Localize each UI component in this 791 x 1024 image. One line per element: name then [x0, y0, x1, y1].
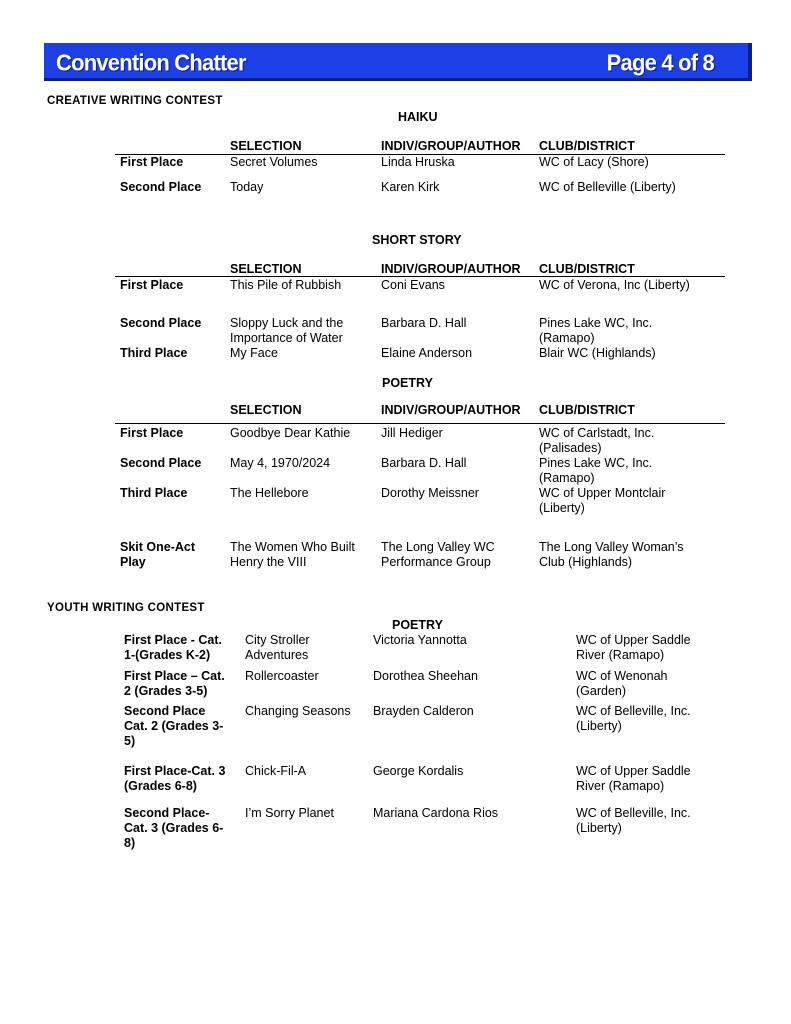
haiku-row-place: First Place [120, 155, 184, 169]
short-story-row-place: Third Place [120, 346, 188, 360]
poetry-row-place: First Place [120, 426, 184, 440]
youth-row-club: WC of Wenonah (Garden) [576, 669, 668, 698]
haiku-row-selection: Secret Volumes [230, 155, 318, 169]
youth-row-place: Second Place Cat. 2 (Grades 3- 5) [124, 704, 224, 748]
poetry-row-place: Third Place [120, 486, 188, 500]
short-story-header-rule [115, 276, 725, 277]
youth-row-place: First Place - Cat. 1-(Grades K-2) [124, 633, 222, 662]
youth-poetry-title: POETRY [392, 618, 443, 632]
poetry-row-club: Pines Lake WC, Inc. (Ramapo) [539, 456, 653, 485]
header-banner [44, 43, 752, 81]
youth-row-author: Mariana Cardona Rios [373, 806, 499, 820]
poetry-row-club: WC of Upper Montclair (Liberty) [539, 486, 666, 515]
youth-row-club: WC of Upper Saddle River (Ramapo) [576, 633, 691, 662]
youth-row-author: Dorothea Sheehan [373, 669, 478, 683]
short-story-row-club: WC of Verona, Inc (Liberty) [539, 278, 690, 292]
haiku-row-author: Linda Hruska [381, 155, 455, 169]
short-story-row-selection: My Face [230, 346, 278, 360]
poetry-header-selection: SELECTION [230, 403, 302, 417]
youth-row-author: Victoria Yannotta [373, 633, 467, 647]
haiku-row-selection: Today [230, 180, 264, 194]
poetry-row-place: Skit One-Act Play [120, 540, 196, 569]
youth-row-selection: Rollercoaster [245, 669, 319, 683]
short-story-row-selection: This Pile of Rubbish [230, 278, 342, 292]
haiku-row-club: WC of Belleville (Liberty) [539, 180, 676, 194]
poetry-title: POETRY [382, 376, 433, 390]
poetry-row-club: WC of Carlstadt, Inc. (Palisades) [539, 426, 655, 455]
youth-row-club: WC of Belleville, Inc. (Liberty) [576, 704, 691, 733]
youth-writing-heading: YOUTH WRITING CONTEST [47, 602, 205, 614]
poetry-row-author: The Long Valley WC Performance Group [381, 540, 495, 569]
youth-row-author: Brayden Calderon [373, 704, 474, 718]
short-story-title: SHORT STORY [372, 233, 462, 247]
short-story-header-author: INDIV/GROUP/AUTHOR [381, 262, 521, 276]
haiku-row-club: WC of Lacy (Shore) [539, 155, 649, 169]
short-story-header-club: CLUB/DISTRICT [539, 262, 635, 276]
youth-row-club: WC of Belleville, Inc. (Liberty) [576, 806, 691, 835]
poetry-row-selection: Goodbye Dear Kathie [230, 426, 351, 440]
poetry-row-author: Barbara D. Hall [381, 456, 467, 470]
poetry-row-selection: May 4, 1970/2024 [230, 456, 331, 470]
youth-row-selection: Chick-Fil-A [245, 764, 307, 778]
short-story-row-place: First Place [120, 278, 184, 292]
short-story-row-author: Elaine Anderson [381, 346, 473, 360]
poetry-row-place: Second Place [120, 456, 202, 470]
youth-row-club: WC of Upper Saddle River (Ramapo) [576, 764, 691, 793]
short-story-row-place: Second Place [120, 316, 202, 330]
short-story-row-club: Pines Lake WC, Inc. (Ramapo) [539, 316, 653, 345]
poetry-header-rule [115, 423, 725, 424]
youth-row-selection: City Stroller Adventures [245, 633, 310, 662]
poetry-header-club: CLUB/DISTRICT [539, 403, 635, 417]
short-story-row-author: Coni Evans [381, 278, 445, 292]
youth-row-selection: I’m Sorry Planet [245, 806, 334, 820]
poetry-row-selection: The Women Who Built Henry the VIII [230, 540, 355, 569]
poetry-row-club: The Long Valley Woman’s Club (Highlands) [539, 540, 684, 569]
haiku-row-place: Second Place [120, 180, 202, 194]
short-story-row-club: Blair WC (Highlands) [539, 346, 656, 360]
youth-row-author: George Kordalis [373, 764, 464, 778]
haiku-header-author: INDIV/GROUP/AUTHOR [381, 139, 521, 153]
youth-row-place: Second Place- Cat. 3 (Grades 6- 8) [124, 806, 224, 850]
youth-row-place: First Place-Cat. 3 (Grades 6-8) [124, 764, 226, 793]
poetry-row-author: Dorothy Meissner [381, 486, 479, 500]
haiku-row-author: Karen Kirk [381, 180, 440, 194]
poetry-row-selection: The Hellebore [230, 486, 309, 500]
haiku-header-club: CLUB/DISTRICT [539, 139, 635, 153]
youth-row-selection: Changing Seasons [245, 704, 351, 718]
youth-row-place: First Place – Cat. 2 (Grades 3-5) [124, 669, 225, 698]
poetry-header-author: INDIV/GROUP/AUTHOR [381, 403, 521, 417]
short-story-header-selection: SELECTION [230, 262, 302, 276]
short-story-row-author: Barbara D. Hall [381, 316, 467, 330]
haiku-header-selection: SELECTION [230, 139, 302, 153]
newsletter-title: Convention Chatter [56, 49, 246, 76]
page-number: Page 4 of 8 [606, 49, 714, 76]
short-story-row-selection: Sloppy Luck and the Importance of Water [230, 316, 344, 345]
creative-writing-heading: CREATIVE WRITING CONTEST [47, 95, 223, 107]
poetry-row-author: Jill Hediger [381, 426, 443, 440]
haiku-title: HAIKU [398, 110, 438, 124]
